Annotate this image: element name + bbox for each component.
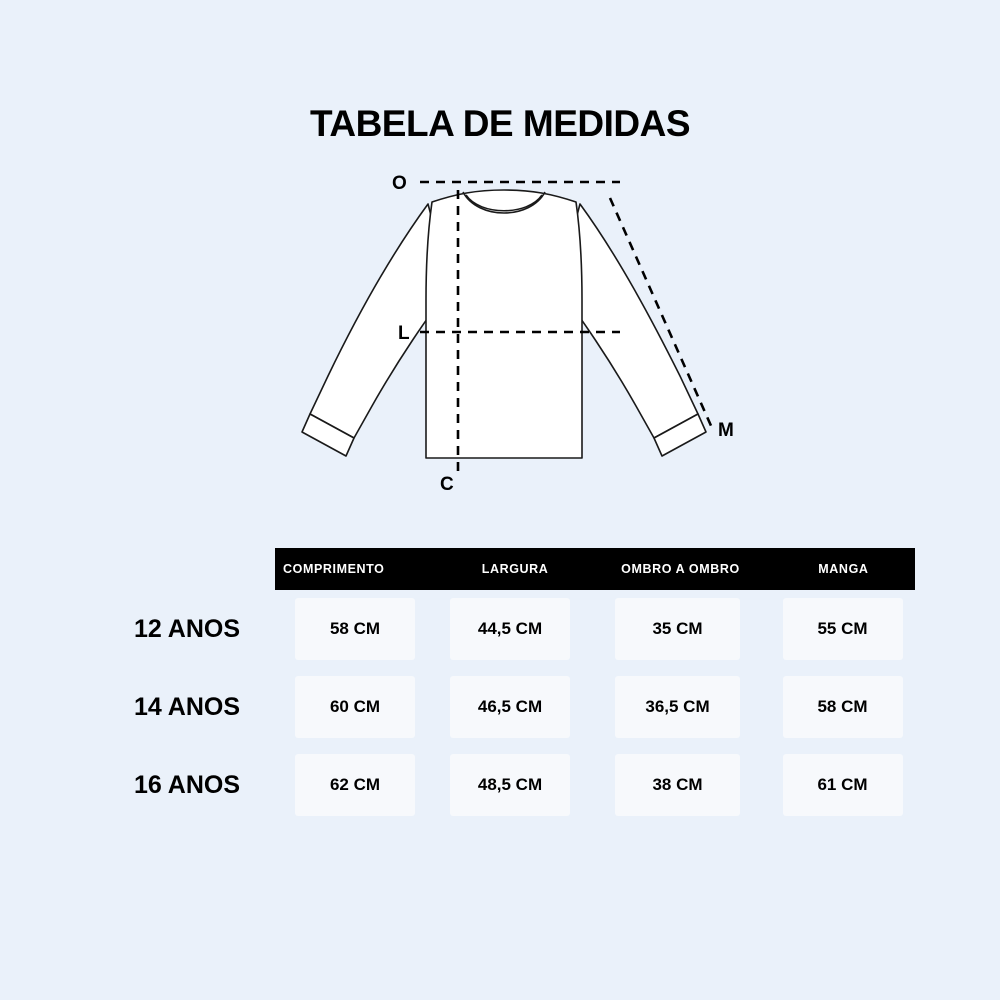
cell-value: 60 CM xyxy=(295,676,415,738)
table-row xyxy=(100,746,915,824)
cell-container xyxy=(585,754,770,816)
column-header-manga: MANGA xyxy=(818,562,869,576)
cell-container xyxy=(275,676,435,738)
cell-container xyxy=(275,598,435,660)
cell-value: 36,5 CM xyxy=(615,676,740,738)
cell-value: 62 CM xyxy=(295,754,415,816)
cell-container xyxy=(435,598,585,660)
cell-value: 35 CM xyxy=(615,598,740,660)
garment-diagram xyxy=(280,160,760,510)
cell-value: 38 CM xyxy=(615,754,740,816)
label-sleeve: M xyxy=(718,420,734,441)
measurements-table xyxy=(100,548,915,824)
cell-value: 44,5 CM xyxy=(450,598,570,660)
table-header-row xyxy=(275,548,915,590)
cell-container xyxy=(770,754,915,816)
table-row xyxy=(100,590,915,668)
label-shoulder: O xyxy=(392,173,407,194)
cell-container xyxy=(770,676,915,738)
page-title: TABELA DE MEDIDAS xyxy=(310,103,690,144)
cell-container xyxy=(585,676,770,738)
cell-value: 58 CM xyxy=(295,598,415,660)
row-size-label: 16 ANOS xyxy=(133,770,240,799)
cell-value: 48,5 CM xyxy=(450,754,570,816)
cell-value: 55 CM xyxy=(783,598,903,660)
table-row xyxy=(100,668,915,746)
row-size-label: 14 ANOS xyxy=(133,692,240,721)
cell-container xyxy=(435,676,585,738)
cell-container xyxy=(275,754,435,816)
cell-container xyxy=(585,598,770,660)
shirt-illustration xyxy=(280,160,760,510)
cell-container xyxy=(770,598,915,660)
column-header-comprimento: COMPRIMENTO xyxy=(283,562,385,576)
label-width: L xyxy=(398,323,410,344)
cell-value: 58 CM xyxy=(783,676,903,738)
cell-value: 61 CM xyxy=(783,754,903,816)
row-size-label: 12 ANOS xyxy=(133,614,240,643)
column-header-largura: LARGURA xyxy=(481,562,549,576)
cell-container xyxy=(435,754,585,816)
cell-value: 46,5 CM xyxy=(450,676,570,738)
label-length: C xyxy=(440,474,454,495)
column-header-ombro-a-ombro: OMBRO A OMBRO xyxy=(621,562,740,576)
